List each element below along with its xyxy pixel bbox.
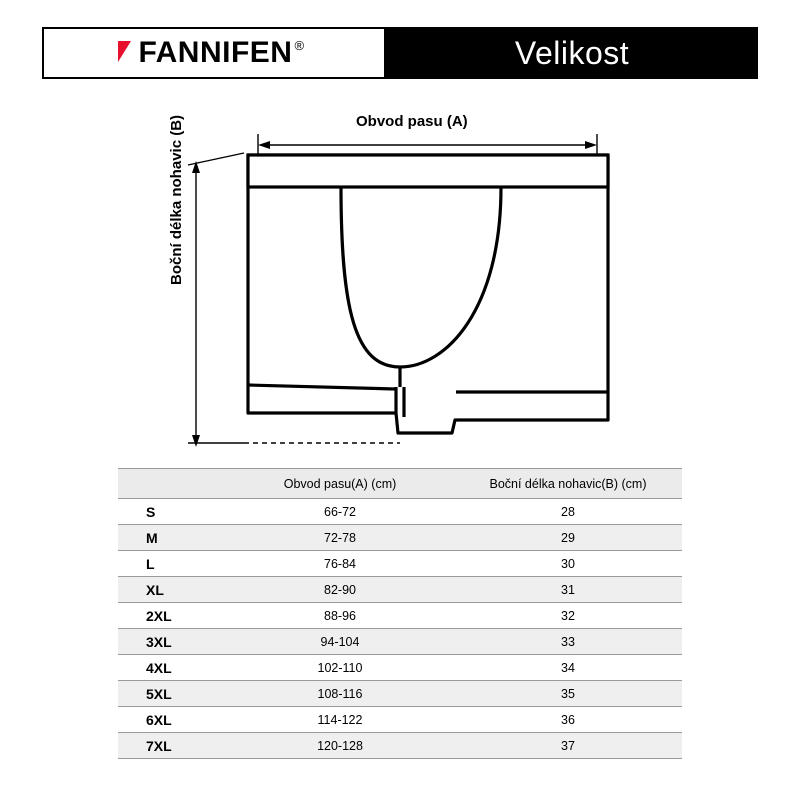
cell-side-length: 31	[454, 577, 682, 603]
cell-side-length: 30	[454, 551, 682, 577]
cell-waist: 72-78	[226, 525, 454, 551]
cell-size: XL	[118, 577, 226, 603]
size-table-container	[118, 468, 682, 759]
cell-size: S	[118, 499, 226, 525]
table-row	[118, 629, 682, 655]
cell-waist: 120-128	[226, 733, 454, 759]
cell-waist: 66-72	[226, 499, 454, 525]
cell-size: 5XL	[118, 681, 226, 707]
table-row	[118, 681, 682, 707]
size-table-body	[118, 499, 682, 759]
cell-waist: 82-90	[226, 577, 454, 603]
cell-waist: 102-110	[226, 655, 454, 681]
boxer-brief-diagram	[0, 95, 800, 460]
table-row	[118, 707, 682, 733]
cell-size: L	[118, 551, 226, 577]
cell-side-length: 29	[454, 525, 682, 551]
cell-side-length: 35	[454, 681, 682, 707]
cell-waist: 108-116	[226, 681, 454, 707]
header	[42, 27, 758, 79]
brand-logo	[42, 27, 386, 79]
size-table-head	[118, 469, 682, 499]
table-row	[118, 551, 682, 577]
brand-name: FANNIFEN	[138, 36, 293, 69]
cell-waist: 94-104	[226, 629, 454, 655]
table-header-row	[118, 469, 682, 499]
cell-size: 7XL	[118, 733, 226, 759]
cell-side-length: 32	[454, 603, 682, 629]
cell-side-length: 28	[454, 499, 682, 525]
cell-side-length: 36	[454, 707, 682, 733]
table-row	[118, 603, 682, 629]
header-title-banner	[386, 27, 758, 79]
registered-trademark-icon: ®	[294, 38, 305, 53]
cell-waist: 88-96	[226, 603, 454, 629]
cell-waist: 114-122	[226, 707, 454, 733]
side-length-dimension-arrow	[188, 153, 244, 447]
cell-waist: 76-84	[226, 551, 454, 577]
cell-side-length: 37	[454, 733, 682, 759]
table-row	[118, 733, 682, 759]
cell-size: 3XL	[118, 629, 226, 655]
flag-triangle-icon	[115, 39, 137, 65]
header-waist: Obvod pasu(A) (cm)	[226, 469, 454, 499]
cell-side-length: 33	[454, 629, 682, 655]
table-row	[118, 577, 682, 603]
header-size	[118, 469, 226, 499]
page-title: Velikost	[514, 34, 630, 71]
cell-size: 2XL	[118, 603, 226, 629]
table-row	[118, 499, 682, 525]
cell-size: 6XL	[118, 707, 226, 733]
table-row	[118, 525, 682, 551]
side-length-measure-label: Boční délka nohavic (B)	[168, 114, 185, 285]
cell-side-length: 34	[454, 655, 682, 681]
cell-size: 4XL	[118, 655, 226, 681]
cell-size: M	[118, 525, 226, 551]
waist-measure-label: Obvod pasu (A)	[356, 113, 468, 130]
waistband	[248, 155, 608, 187]
diagram-svg	[0, 95, 800, 460]
header-side-length: Boční délka nohavic(B) (cm)	[454, 469, 682, 499]
table-row	[118, 655, 682, 681]
size-table	[118, 468, 682, 759]
